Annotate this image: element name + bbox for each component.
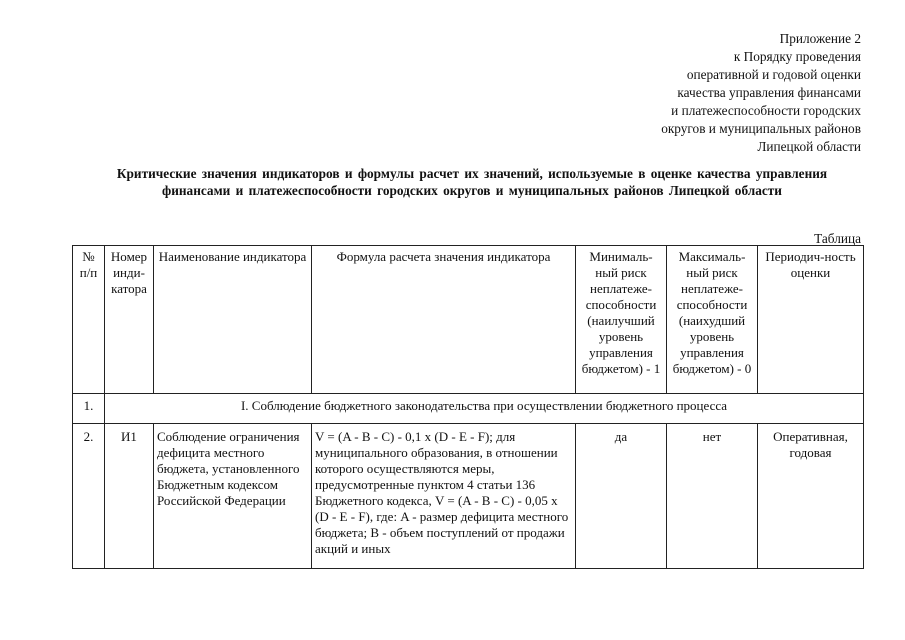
section-num: 1. xyxy=(73,394,105,424)
row-formula-text: V = (A - B - C) - 0,1 x (D - E - F); для муниципального образования, в отношении которого осуществляются меры, предусмотренные пунктом 4 статьи 136 Бюджетного кодекса, V = (A - B - C) - 0,05 x (D - E - F), где: A - размер дефицита местного бюджета; B - объем поступлений от продажи акций и иных xyxy=(315,429,569,556)
table-header-row xyxy=(73,246,864,394)
header-indicator-number: Номер инди-катора xyxy=(105,246,154,394)
appendix-line: оперативной и годовой оценки xyxy=(686,67,861,82)
appendix-line: Липецкой области xyxy=(757,139,861,154)
row-indicator-name: Соблюдение ограничения дефицита местного бюджета, установленного Бюджетным кодексом Российской Федерации xyxy=(154,424,312,569)
appendix-note xyxy=(661,30,861,156)
table-row xyxy=(73,424,864,569)
appendix-line: к Порядку проведения xyxy=(733,49,861,64)
header-max-risk: Максималь-ный риск неплатеже-способности (наихудший уровень управления бюджетом) - 0 xyxy=(667,246,758,394)
section-title: I. Соблюдение бюджетного законодательства при осуществлении бюджетного процесса xyxy=(105,394,864,424)
row-formula xyxy=(312,424,576,569)
row-min-risk: да xyxy=(576,424,667,569)
indicators-table xyxy=(72,245,864,569)
header-period: Периодич-ность оценки xyxy=(758,246,864,394)
row-indicator-number: И1 xyxy=(105,424,154,569)
row-max-risk: нет xyxy=(667,424,758,569)
document-title: Критические значения индикаторов и формулы расчет их значений, используемые в оценке качества управления финансами и платежеспособности городских округов и муниципальных районов Липецкой области xyxy=(116,166,828,198)
header-min-risk: Минималь-ный риск неплатеже-способности (наилучший уровень управления бюджетом) - 1 xyxy=(576,246,667,394)
row-period: Оперативная, годовая xyxy=(758,424,864,569)
appendix-line: Приложение 2 xyxy=(779,31,861,46)
header-formula: Формула расчета значения индикатора xyxy=(312,246,576,394)
appendix-line: округов и муниципальных районов xyxy=(661,121,861,136)
appendix-line: качества управления финансами xyxy=(677,85,861,100)
header-name: Наименование индикатора xyxy=(154,246,312,394)
table-caption: Таблица xyxy=(814,231,861,246)
appendix-line: и платежеспособности городских xyxy=(671,103,861,118)
section-row xyxy=(73,394,864,424)
row-num: 2. xyxy=(73,424,105,569)
header-num: № п/п xyxy=(73,246,105,394)
